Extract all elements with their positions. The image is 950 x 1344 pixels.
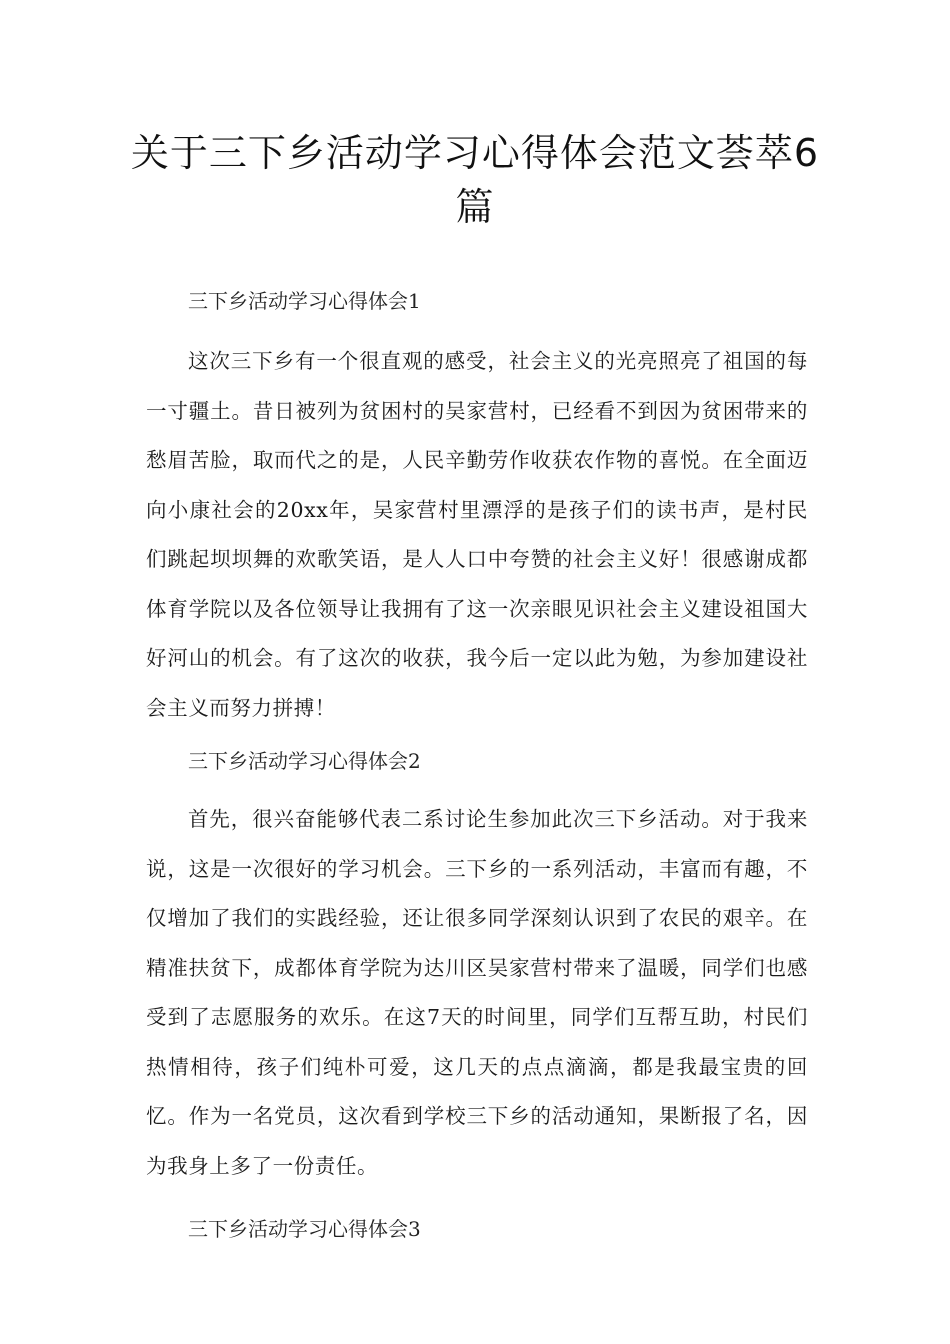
section-paragraph-2: 首先，很兴奋能够代表二系讨论生参加此次三下乡活动。对于我来说，这是一次很好的学习机会。三下乡的一系列活动，丰富而有趣，不仅增加了我们的实践经验，还让很多同学深刻认识到了农民的艰辛。在精准扶贫下，成都体育学院为达川区吴家营村带来了温暖，同学们也感受到了志愿服务的欢乐。在这7天的时间里，同学们互帮互助，村民们热情相待，孩子们纯朴可爱，这几天的点点滴滴，都是我最宝贵的回忆。作为一名党员，这次看到学校三下乡的活动通知，果断报了名，因为我身上多了一份责任。 [146, 807, 808, 1178]
section-heading-1: 三下乡活动学习心得体会1 [188, 289, 421, 313]
document-body [146, 285, 808, 1245]
section-heading-2: 三下乡活动学习心得体会2 [188, 749, 421, 773]
section-heading-3: 三下乡活动学习心得体会3 [188, 1217, 421, 1241]
section-paragraph-1: 这次三下乡有一个很直观的感受，社会主义的光亮照亮了祖国的每一寸疆土。昔日被列为贫困村的吴家营村，已经看不到因为贫困带来的愁眉苦脸，取而代之的是，人民辛勤劳作收获农作物的喜悦。在全面迈向小康社会的20xx年，吴家营村里漂浮的是孩子们的读书声，是村民们跳起坝坝舞的欢歌笑语，是人人口中夸赞的社会主义好！很感谢成都体育学院以及各位领导让我拥有了这一次亲眼见识社会主义建设祖国大好河山的机会。有了这次的收获，我今后一定以此为勉，为参加建设社会主义而努力拼搏！ [146, 349, 808, 720]
document-title: 关于三下乡活动学习心得体会范文荟萃6篇 [130, 131, 820, 229]
